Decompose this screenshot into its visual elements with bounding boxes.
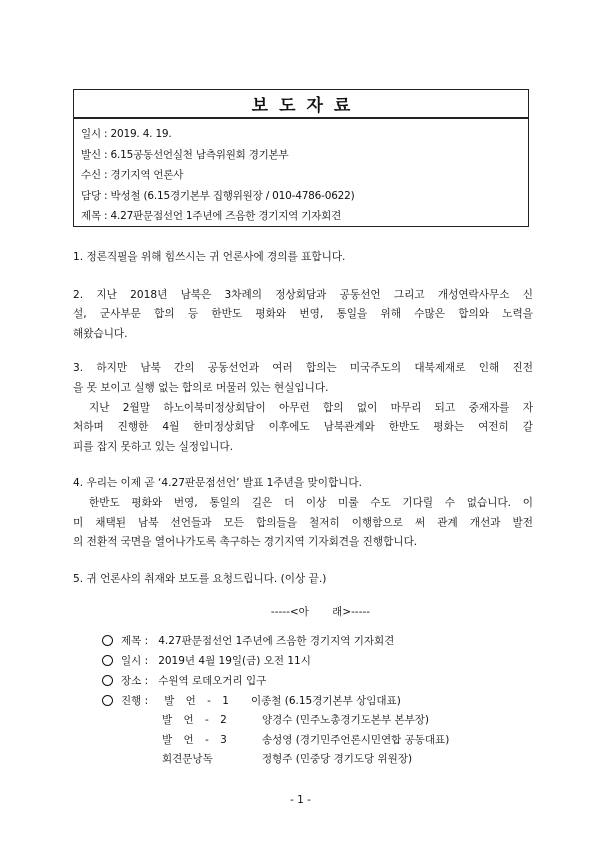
document-title: 보도자료 (251, 96, 362, 116)
program-person: 정형주 (민중당 경기도당 위원장) (262, 753, 413, 766)
paragraph-4-line-1: 4. 우리는 이제 곧 ‘4.27판문점선언’ 발표 1주년을 맞이합니다. (73, 477, 363, 490)
paragraph-2 (73, 286, 533, 345)
paragraph-3-line-1: 3. 하지만 남북 간의 공동선언과 여러 합의는 미국주도의 대북제재로 인해 진전 (73, 362, 533, 375)
press-release-header (73, 89, 529, 227)
paragraph-3b-line-3: 피를 잡지 못하고 있는 실정입니다. (73, 440, 234, 453)
paragraph-1 (73, 248, 533, 268)
program-person: 이종철 (6.15경기본부 상임대표) (250, 694, 401, 707)
program-person: 송성영 (경기민주언론시민연합 공동대표) (262, 733, 450, 746)
paragraph-4b-line-3: 의 전환적 국면을 열어나가도록 촉구하는 경기지역 기자회견을 진행합니다. (73, 536, 418, 549)
paragraph-3 (73, 359, 533, 457)
paragraph-5-text: 5. 귀 언론사의 취재와 보도를 요청드립니다. (이상 끝.) (73, 572, 327, 585)
paragraph-3b-line-1: 지난 2월말 하노이북미정상회담이 아무런 합의 없이 마무리 되고 중재자를 자 (89, 401, 533, 414)
circle-bullet-icon (102, 695, 113, 706)
paragraph-2-line-3: 해왔습니다. (73, 327, 128, 340)
detail-item-date (102, 650, 542, 670)
detail-value: 수원역 로데오거리 입구 (158, 674, 267, 687)
meta-list (74, 119, 528, 227)
detail-item-place (102, 670, 542, 690)
document-body (73, 248, 533, 589)
meta-date: 일시 : 2019. 4. 19. (81, 128, 172, 140)
paragraph-2-line-1: 2. 지난 2018년 남북은 3차례의 정상회담과 공동선언 그리고 개성연락사무소 신 (73, 288, 533, 301)
paragraph-4b-line-1: 한반도 평화와 번영, 통일의 길은 더 이상 미룰 수도 기다릴 수 없습니다. 이 (89, 496, 533, 509)
program-role: 발 언 - 1 (164, 694, 233, 707)
program-row-4 (102, 749, 542, 769)
program-role: 회견문낭독 (162, 753, 213, 766)
paragraph-2-line-2: 설, 군사부문 합의 등 한반도 평화와 번영, 통일을 위해 수많은 합의와 노력을 (73, 308, 533, 321)
meta-subject: 제목 : 4.27판문점선언 1주년에 즈음한 경기지역 기자회견 (81, 210, 342, 222)
program-person: 양경수 (민주노총경기도본부 본부장) (262, 714, 430, 727)
program-role: 발 언 - 2 (162, 714, 231, 727)
meta-sender: 발신 : 6.15공동선언실천 남측위원회 경기본부 (81, 148, 289, 161)
circle-bullet-icon (102, 675, 113, 686)
detail-label: 진행 : (121, 694, 149, 707)
paragraph-1-text: 1. 정론직필을 위해 힘쓰시는 귀 언론사에 경의를 표합니다. (73, 251, 346, 263)
circle-bullet-icon (102, 655, 113, 666)
details-list (102, 630, 542, 769)
details-divider: -----<아 래>----- (270, 606, 371, 618)
program-row-3 (102, 730, 542, 750)
program-role: 발 언 - 3 (162, 733, 231, 746)
detail-value: 2019년 4월 19일(금) 오전 11시 (158, 654, 311, 667)
detail-item-subject (102, 630, 542, 650)
meta-contact: 담당 : 박성철 (6.15경기본부 집행위원장 / 010-4786-0622) (81, 189, 355, 202)
meta-recipient: 수신 : 경기지역 언론사 (81, 169, 184, 181)
program-row-2 (102, 710, 542, 730)
paragraph-5 (73, 570, 533, 590)
detail-value: 4.27판문점선언 1주년에 즈음한 경기지역 기자회견 (158, 634, 395, 647)
circle-bullet-icon (102, 635, 113, 646)
detail-label: 장소 : (121, 674, 149, 687)
page-number: - 1 - (290, 794, 311, 806)
paragraph-4b-line-2: 미 채택된 남북 선언들과 모든 합의들을 철저히 이행함으로 써 관계 개선과 발전 (73, 516, 533, 529)
paragraph-4 (73, 474, 533, 552)
detail-item-program (102, 690, 542, 710)
detail-label: 제목 : (121, 634, 149, 647)
paragraph-3b-line-2: 처하며 진행한 4월 한미정상회담 이후에도 남북관계와 한반도 평화는 여전히 갈 (73, 421, 533, 434)
detail-label: 일시 : (121, 654, 149, 667)
paragraph-3-line-2: 을 못 보이고 실행 없는 합의로 머물러 있는 현실입니다. (73, 381, 329, 394)
title-bar (74, 90, 528, 119)
